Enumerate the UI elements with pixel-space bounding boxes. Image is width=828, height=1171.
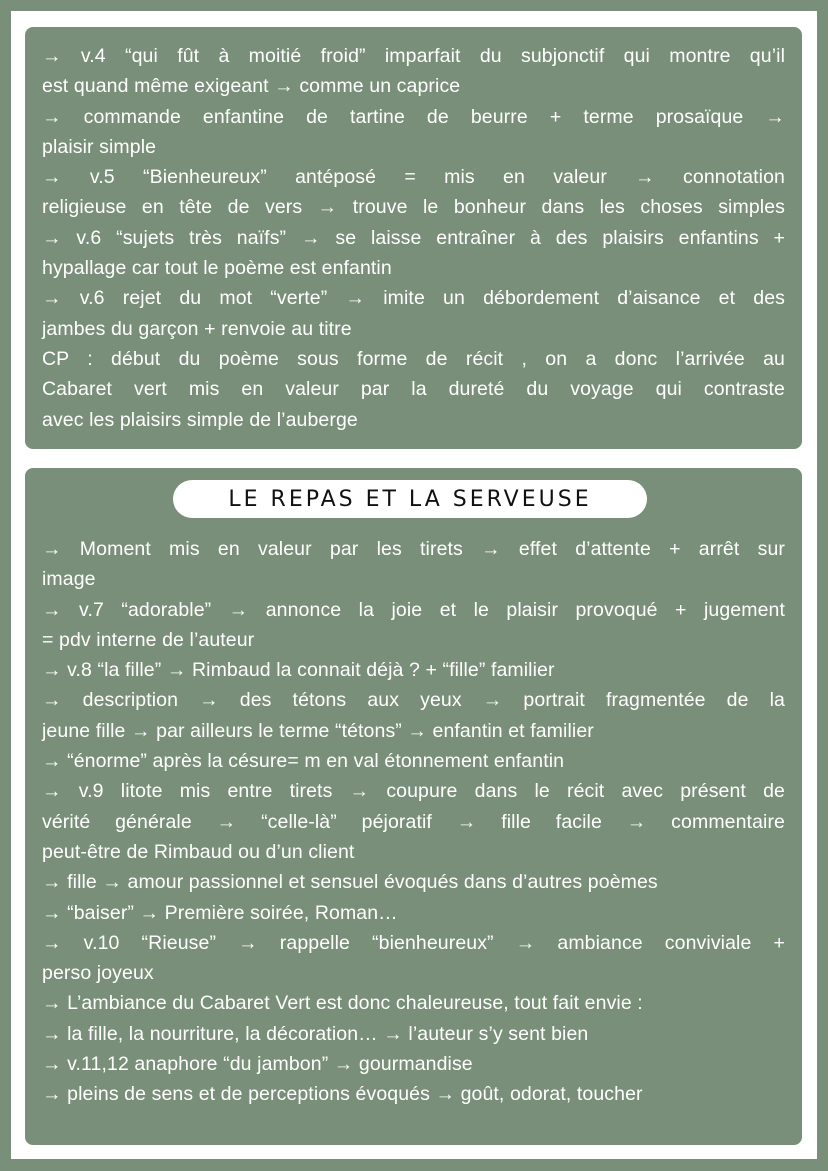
text-line: → commande enfantine de tartine de beurre + terme prosaïque → — [42, 105, 785, 128]
text-line: → v.6 “sujets très naïfs” → se laisse entraîner à des plaisirs enfantins + — [42, 226, 785, 249]
text-line: → v.5 “Bienheureux” antéposé = mis en valeur → connotation — [42, 166, 785, 189]
text-line: → L’ambiance du Cabaret Vert est donc chaleureuse, tout fait envie : — [42, 992, 643, 1015]
text-line: → v.4 “qui fût à moitié froid” imparfait du subjonctif qui montre qu’il — [42, 45, 785, 67]
section1-body — [42, 41, 785, 435]
text-line: Cabaret vert mis en valeur par la dureté du voyage qui contraste — [42, 378, 785, 401]
text-line: vérité générale → “celle-là” péjoratif → fille facile → commentaire — [42, 810, 785, 833]
text-line: CP : début du poème sous forme de récit , on a donc l’arrivée au — [42, 347, 785, 370]
text-line: image — [42, 568, 96, 591]
text-line: → description → des tétons aux yeux → portrait fragmentée de la — [42, 689, 785, 712]
text-line: → v.10 “Rieuse” → rappelle “bienheureux” → ambiance conviviale + — [42, 931, 785, 954]
text-line: jeune fille → par ailleurs le terme “tétons” → enfantin et familier — [42, 719, 594, 742]
text-line: → pleins de sens et de perceptions évoqués → goût, odorat, toucher — [42, 1083, 643, 1106]
section2-body — [42, 534, 785, 1110]
text-line: peut-être de Rimbaud ou d’un client — [42, 840, 355, 863]
section-card-repas-serveuse — [25, 468, 802, 1145]
text-line: → v.11,12 anaphore “du jambon” → gourmandise — [42, 1053, 473, 1076]
section-title: LE REPAS ET LA SERVEUSE — [228, 486, 592, 512]
text-line: → v.9 litote mis entre tirets → coupure dans le récit avec présent de — [42, 780, 785, 803]
section-title-pill — [173, 480, 647, 518]
text-line: → v.6 rejet du mot “verte” → imite un débordement d’aisance et des — [42, 287, 785, 310]
text-line: avec les plaisirs simple de l’auberge — [42, 408, 358, 431]
text-line: religieuse en tête de vers → trouve le bonheur dans les choses simples — [42, 196, 785, 219]
text-line: → Moment mis en valeur par les tirets → effet d’attente + arrêt sur — [42, 538, 785, 560]
section-card-analysis — [25, 27, 802, 449]
text-line: hypallage car tout le poème est enfantin — [42, 257, 392, 280]
text-line: plaisir simple — [42, 135, 157, 158]
text-line: jambes du garçon + renvoie au titre — [42, 317, 352, 340]
page-sheet — [11, 11, 817, 1159]
text-line: → v.8 “la fille” → Rimbaud la connait déjà ? + “fille” familier — [42, 659, 555, 682]
text-line: → “baiser” → Première soirée, Roman… — [42, 901, 398, 924]
text-line: → v.7 “adorable” → annonce la joie et le plaisir provoqué + jugement — [42, 598, 785, 621]
text-line: est quand même exigeant → comme un caprice — [42, 75, 461, 98]
text-line: → la fille, la nourriture, la décoration… → l’auteur s’y sent bien — [42, 1022, 589, 1045]
text-line: perso joyeux — [42, 962, 154, 985]
text-line: = pdv interne de l’auteur — [42, 628, 255, 651]
text-line: → fille → amour passionnel et sensuel évoqués dans d’autres poèmes — [42, 871, 658, 894]
text-line: → “énorme” après la césure= m en val étonnement enfantin — [42, 750, 565, 773]
